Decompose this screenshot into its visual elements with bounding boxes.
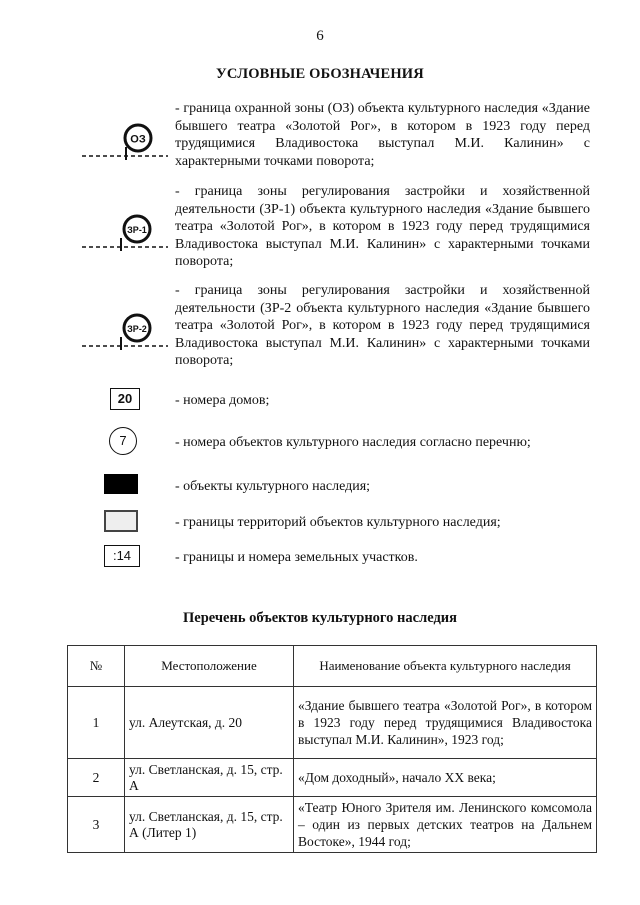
heritage-objects-description: - объекты культурного наследия; — [175, 479, 371, 494]
row-location: ул. Светланская, д. 15, стр. А (Литер 1) — [125, 797, 294, 853]
column-header-location: Местоположение — [125, 646, 294, 687]
table-row — [68, 687, 597, 759]
zr1-symbol-label: ЗР-1 — [127, 225, 147, 235]
table-row — [68, 759, 597, 797]
row-location: ул. Светланская, д. 15, стр. А — [125, 759, 294, 797]
row-name: «Театр Юного Зрителя им. Ленинского комсомола – один из первых детских театров на Дальнем Востоке», 1944 год; — [294, 797, 597, 853]
land-plot-symbol: :14 — [104, 545, 140, 567]
house-number-symbol: 20 — [110, 388, 140, 410]
page-number: 6 — [316, 28, 324, 44]
legend-item-zr2 — [80, 282, 600, 372]
legend-item-land-plots — [80, 545, 600, 569]
row-number: 1 — [68, 687, 125, 759]
row-number: 2 — [68, 759, 125, 797]
legend-item-heritage-territories — [80, 510, 600, 534]
legend-heading: УСЛОВНЫЕ ОБОЗНАЧЕНИЯ — [216, 66, 424, 82]
zr2-zone-symbol — [80, 304, 170, 354]
heritage-number-symbol: 7 — [109, 427, 137, 455]
heritage-list-title: Перечень объектов культурного наследия — [183, 610, 457, 626]
row-name: «Дом доходный», начало XX века; — [294, 759, 597, 797]
house-numbers-description: - номера домов; — [175, 393, 270, 408]
column-header-name: Наименование объекта культурного наследия — [294, 646, 597, 687]
heritage-numbers-description: - номера объектов культурного наследия согласно перечню; — [175, 435, 531, 450]
row-location: ул. Алеутская, д. 20 — [125, 687, 294, 759]
oz-symbol-label: ОЗ — [130, 133, 146, 146]
legend-item-heritage-objects — [80, 474, 600, 498]
column-header-number: № — [68, 646, 125, 687]
heritage-table — [67, 645, 597, 853]
oz-zone-symbol — [80, 114, 170, 164]
zr1-description: - граница зоны регулирования застройки и хозяйственной деятельности (ЗР-1) объекта культурного наследия «Здание бывшего театра «Золотой Рог», в котором в 1923 году перед трудящимися Владивостока выступал М.И. Калинин» с характерными точками поворота; — [175, 184, 590, 270]
legend-item-house-numbers — [80, 388, 600, 414]
legend-item-heritage-numbers — [80, 427, 600, 457]
zr2-symbol-label: ЗР-2 — [127, 324, 147, 334]
heritage-territory-symbol — [104, 510, 138, 532]
zr2-description: - граница зоны регулирования застройки и хозяйственной деятельности (ЗР-2 объекта культурного наследия «Здание бывшего театра «Золотой Рог», в котором в 1923 году перед трудящимися Владивостока выступал М.И. Калинин» с характерными точками поворота; — [175, 283, 590, 369]
table-row — [68, 797, 597, 853]
oz-description: - граница охранной зоны (ОЗ) объекта культурного наследия «Здание бывшего театра «Золотой Рог», в котором в 1923 году перед трудящимися Владивостока выступал М.И. Калинин» с характерными точками поворота; — [175, 101, 590, 169]
row-number: 3 — [68, 797, 125, 853]
heritage-territories-description: - границы территорий объектов культурного наследия; — [175, 515, 501, 530]
legend-item-oz — [80, 100, 600, 175]
legend-item-zr1 — [80, 183, 600, 273]
row-name: «Здание бывшего театра «Золотой Рог», в котором в 1923 году перед трудящимися Владивостока выступал М.И. Калинин», 1923 год; — [294, 687, 597, 759]
heritage-object-symbol — [104, 474, 138, 494]
zr1-zone-symbol — [80, 205, 170, 255]
land-plots-description: - границы и номера земельных участков. — [175, 550, 418, 565]
table-header-row — [68, 646, 597, 687]
